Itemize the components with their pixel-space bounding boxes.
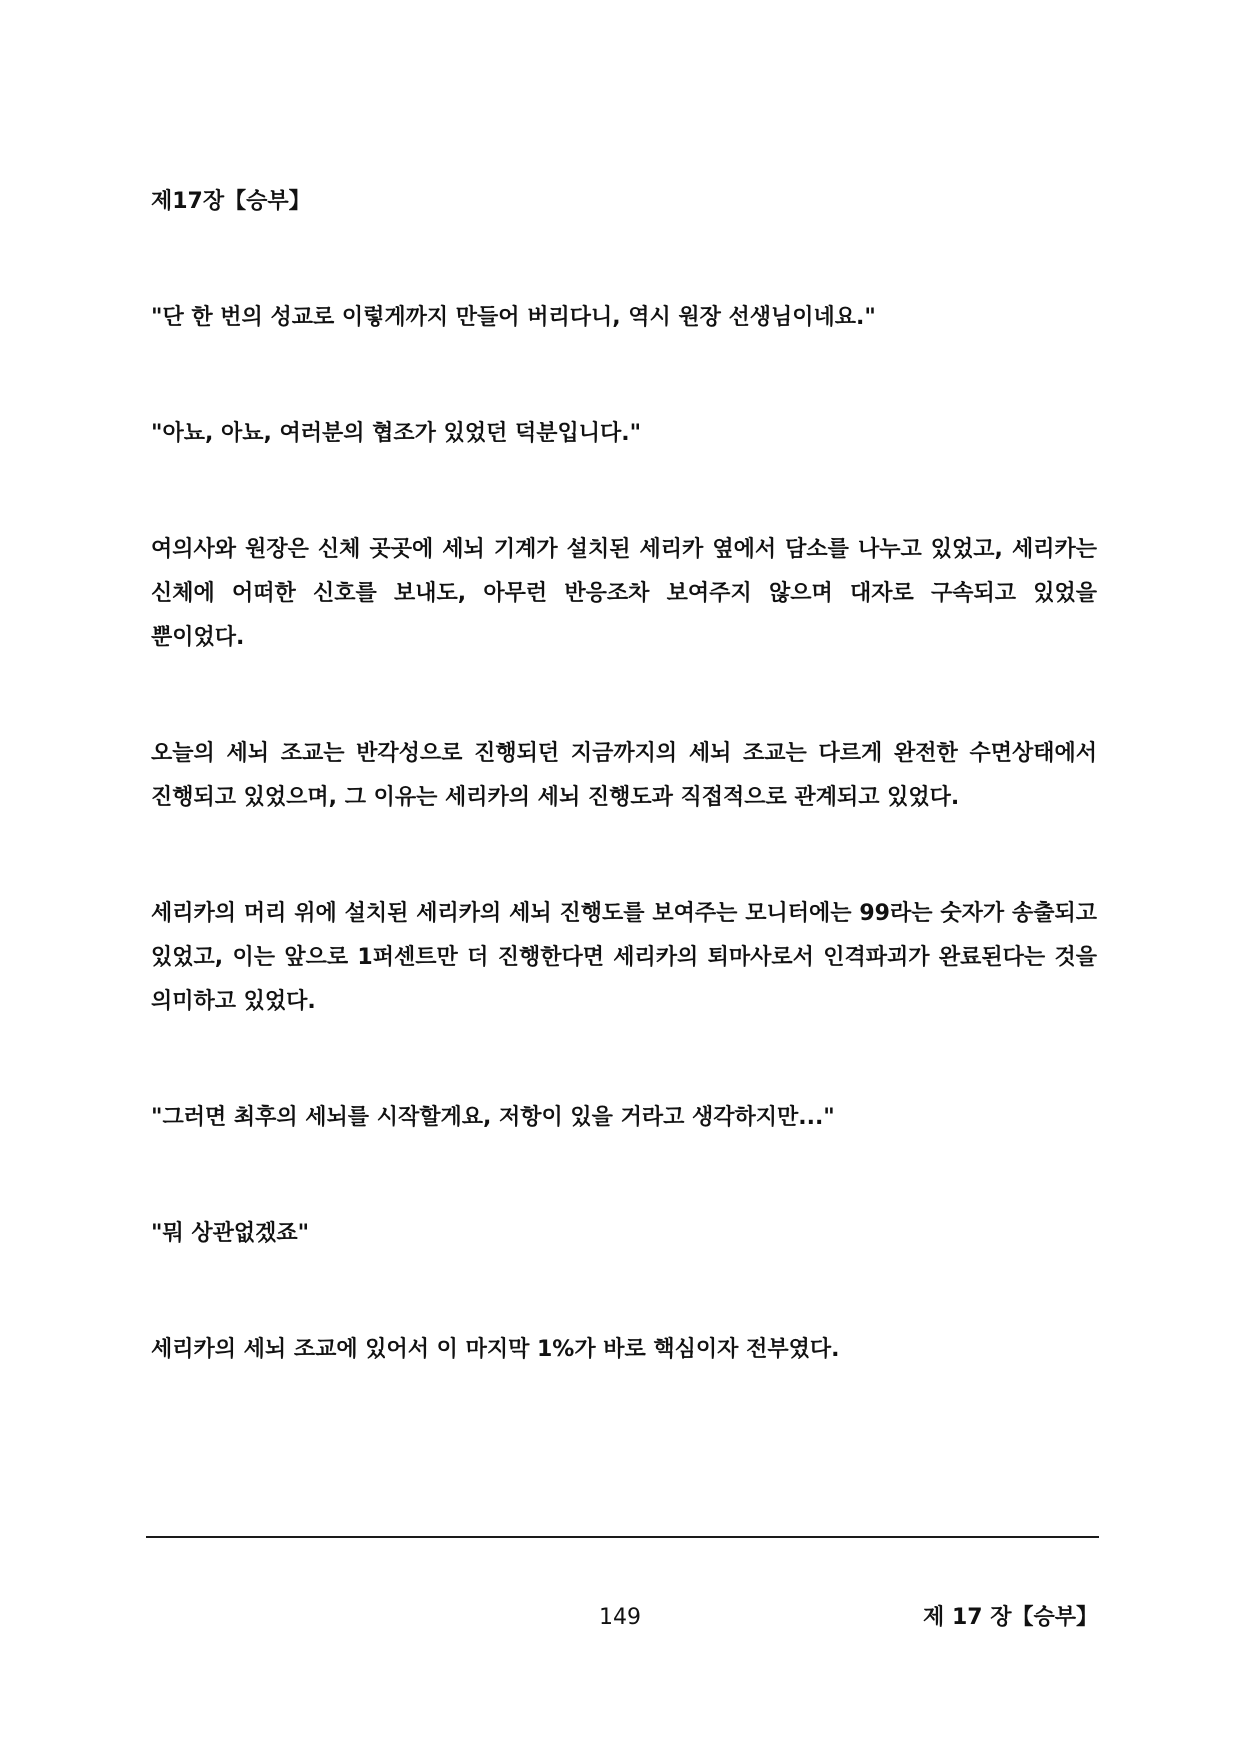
chapter-title: 제17장【승부】	[151, 189, 311, 214]
paragraph-3: 여의사와 원장은 신체 곳곳에 세뇌 기계가 설치된 세리카 옆에서 담소를 나누고 있었고, 세리카는 신체에 어떠한 신호를 보내도, 아무런 반응조차 보여주지 않으며 대자로 구속되고 있었을 뿐이었다.	[151, 537, 1097, 650]
paragraph-1: "단 한 번의 성교로 이렇게까지 만들어 버리다니, 역시 원장 선생님이네요."	[151, 305, 876, 330]
paragraph-5: 세리카의 머리 위에 설치된 세리카의 세뇌 진행도를 보여주는 모니터에는 99라는 숫자가 송출되고 있었고, 이는 앞으로 1퍼센트만 더 진행한다면 세리카의 퇴마사로서 인격파괴가 완료된다는 것을 의미하고 있었다.	[151, 901, 1097, 1014]
paragraph-2: "아뇨, 아뇨, 여러분의 협조가 있었던 덕분입니다."	[151, 421, 642, 446]
running-chapter-title: 제 17 장【승부】	[923, 1605, 1098, 1630]
paragraph-7: "뭐 상관없겠죠"	[151, 1221, 310, 1246]
paragraph-6: "그러면 최후의 세뇌를 시작할게요, 저항이 있을 거라고 생각하지만..."	[151, 1105, 835, 1130]
page-body	[151, 180, 1097, 1372]
footer-divider	[146, 1536, 1099, 1538]
page-number: 149	[599, 1605, 641, 1630]
paragraph-4: 오늘의 세뇌 조교는 반각성으로 진행되던 지금까지의 세뇌 조교는 다르게 완전한 수면상태에서 진행되고 있었으며, 그 이유는 세리카의 세뇌 진행도과 직접적으로 관계되고 있었다.	[151, 741, 1097, 810]
paragraph-8: 세리카의 세뇌 조교에 있어서 이 마지막 1%가 바로 핵심이자 전부였다.	[151, 1337, 840, 1362]
